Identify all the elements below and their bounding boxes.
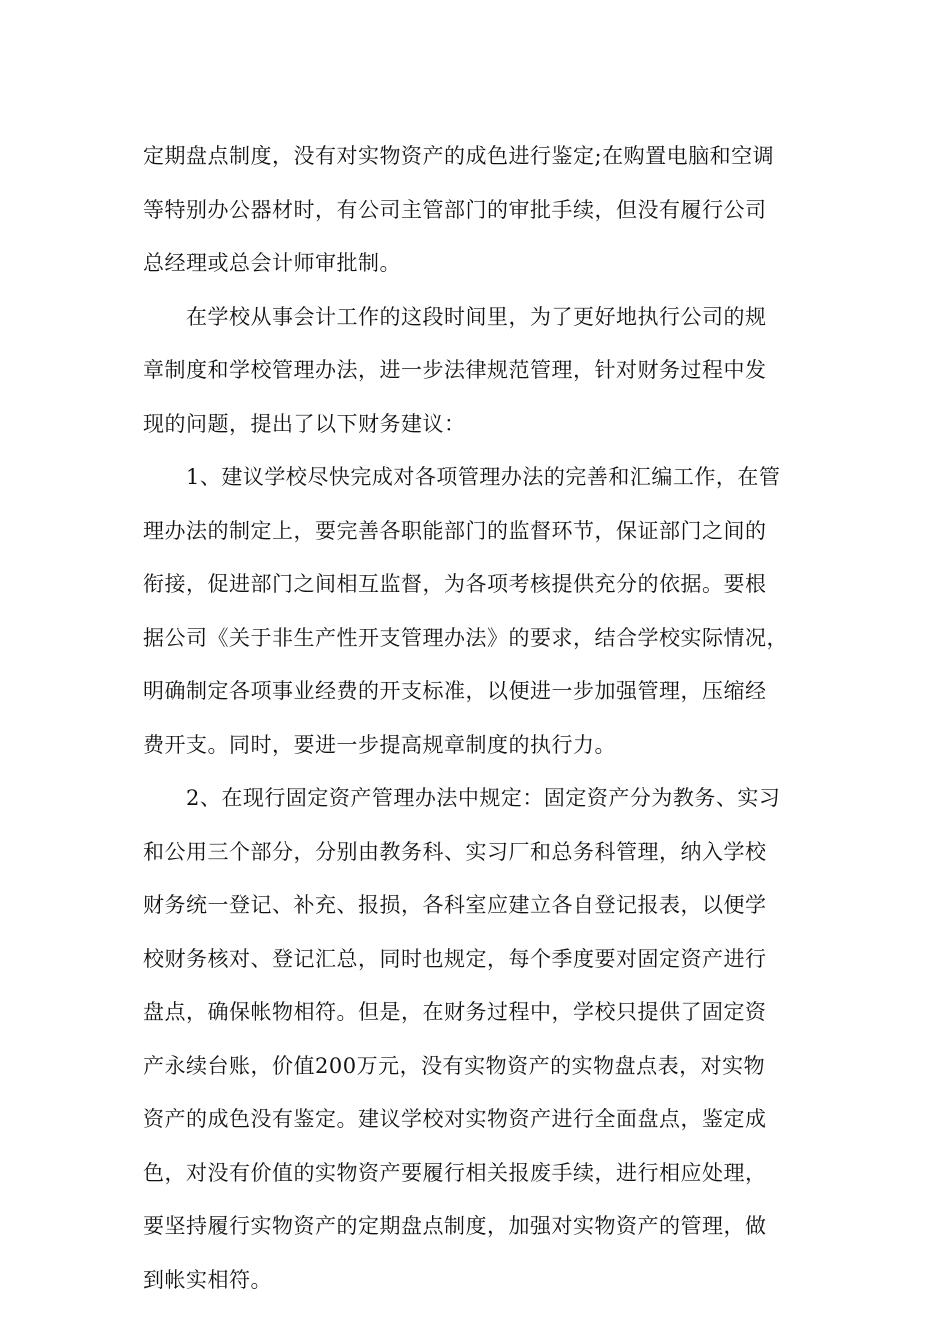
text-line: 要坚持履行实物资产的定期盘点制度，加强对实物资产的管理，做 <box>143 1214 767 1238</box>
paragraph-3 <box>143 451 808 772</box>
text-line: 章制度和学校管理办法，进一步法律规范管理，针对财务过程中发 <box>143 358 767 382</box>
text-line: 等特别办公器材时，有公司主管部门的审批手续，但没有履行公司 <box>143 197 767 222</box>
text-line: 在学校从事会计工作的这段时间里，为了更好地执行公司的规 <box>143 304 767 329</box>
text-line: 据公司《关于非生产性开支管理办法》的要求，结合学校实际情况， <box>143 625 788 650</box>
text-line: 1、建议学校尽快完成对各项管理办法的完善和汇编工作，在管 <box>143 465 781 489</box>
text-line: 校财务核对、登记汇总，同时也规定，每个季度要对固定资产进行 <box>143 946 767 971</box>
text-line: 衔接，促进部门之间相互监督，为各项考核提供充分的依据。要根 <box>143 572 767 596</box>
paragraph-1 <box>143 130 808 291</box>
text-line: 理办法的制定上，要完善各职能部门的监督环节，保证部门之间的 <box>143 518 767 543</box>
text-line: 定期盘点制度，没有对实物资产的成色进行鉴定;在购置电脑和空调 <box>143 144 775 168</box>
text-line: 和公用三个部分，分别由教务科、实习厂和总务科管理，纳入学校 <box>143 839 767 864</box>
text-line: 到帐实相符。 <box>143 1267 272 1292</box>
text-line: 2、在现行固定资产管理办法中规定：固定资产分为教务、实习 <box>143 786 781 810</box>
document-body <box>143 130 808 1307</box>
text-line: 明确制定各项事业经费的开支标准，以便进一步加强管理，压缩经 <box>143 679 767 703</box>
paragraph-2 <box>143 291 808 452</box>
text-line: 产永续台账，价值200万元，没有实物资产的实物盘点表，对实物 <box>143 1053 766 1078</box>
text-line: 财务统一登记、补充、报损，各科室应建立各自登记报表，以便学 <box>143 893 767 917</box>
text-line: 资产的成色没有鉴定。建议学校对实物资产进行全面盘点，鉴定成 <box>143 1107 767 1131</box>
text-line: 现的问题，提出了以下财务建议： <box>143 411 466 436</box>
paragraph-4 <box>143 772 808 1307</box>
text-line: 总经理或总会计师审批制。 <box>143 251 401 275</box>
text-line: 色，对没有价值的实物资产要履行相关报废手续，进行相应处理， <box>143 1160 767 1185</box>
text-line: 费开支。同时，要进一步提高规章制度的执行力。 <box>143 732 616 757</box>
text-line: 盘点，确保帐物相符。但是，在财务过程中，学校只提供了固定资 <box>143 1000 767 1024</box>
